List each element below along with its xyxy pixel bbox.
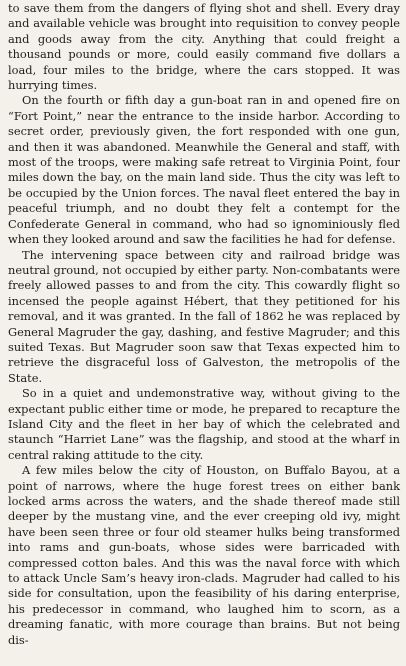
paragraph-buffalo-bayou: A few miles below the city of Houston, on Buffalo Bayou, at a point of narrows, where the huge forest trees on either bank locked arms across the waters, and the shade thereof made still deeper by the mustang vine, and the ever creeping old ivy, might have been seen three or four old steamer hulks being transformed into rams and gun-boats, whose sides were barricaded with compressed cotton bales. And this was the naval force with which to attack Uncle Sam’s heavy iron-clads. Magruder had called to his side for consultation, upon the feasibility of his daring enterprise, his predecessor in command, who laughed him to scorn, as a dreaming fanatic, with more courage than brains. But not being dis- (8, 463, 400, 647)
paragraph-recapture-plan: So in a quiet and undemonstrative way, without giving to the expectant public either time or mode, he prepared to recapture the Island City and the fleet in her bay of which the celebrated and staunch “Harriet Lane” was the flagship, and stood at the wharf in central raking attitude to the city. (8, 386, 400, 462)
paragraph-evacuation: to save them from the dangers of flying shot and shell. Every dray and available vehicle was brought into requisition to convey people and goods away from the city. Anything that could freight a thousand pounds or more, could easily command five dollars a load, four miles to the bridge, where the cars stopped. It was hurrying times. (8, 1, 400, 93)
paragraph-fort-point: On the fourth or fifth day a gun-boat ran in and opened fire on “Fort Point,” near the entrance to the inside harbor. According to secret order, previously given, the fort responded with one gun, and then it was abandoned. Meanwhile the General and staff, with most of the troops, were making safe retreat to Virginia Point, four miles down the bay, on the main land side. Thus the city was left to be occupied by the Union forces. The naval fleet entered the bay in peaceful triumph, and no doubt they felt a contempt for the Confederate General in command, who had so ignominiously fled when they looked around and saw the facilities he had for defense. (8, 93, 400, 247)
paragraph-neutral-ground: The intervening space between city and railroad bridge was neutral ground, not occupied by either party. Non-combatants were freely allowed passes to and from the city. This cowardly flight so incensed the people against Hébert, that they petitioned for his removal, and it was granted. In the fall of 1862 he was replaced by General Magruder the gay, dashing, and festive Magruder; and this suited Texas. But Magruder soon saw that Texas expected him to retrieve the disgraceful loss of Galveston, the metropolis of the State. (8, 247, 400, 385)
